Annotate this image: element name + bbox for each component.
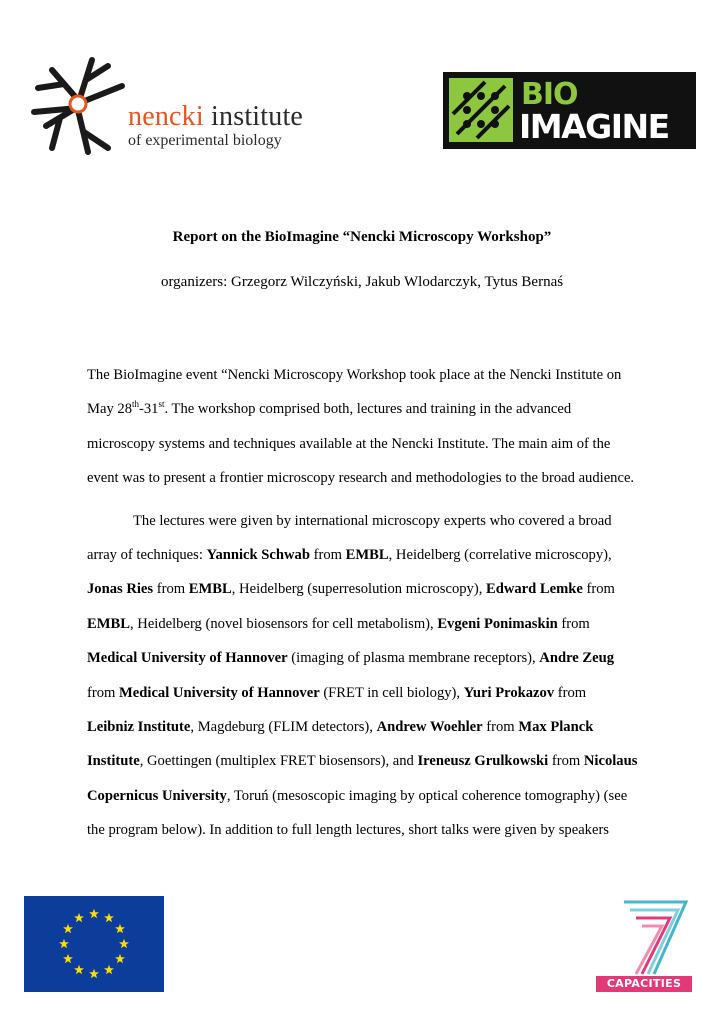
eu-star bbox=[115, 924, 125, 933]
eu-flag-icon bbox=[24, 896, 164, 992]
para2-line: Copernicus University, Toruń (mesoscopic imaging by optical coherence tomography) (see bbox=[87, 787, 628, 804]
fp7-seven-icon bbox=[590, 894, 694, 978]
para2-line: from Medical University of Hannover (FRET in cell biology), Yuri Prokazov from bbox=[87, 684, 587, 701]
nencki-subtitle: of experimental biology bbox=[128, 132, 282, 149]
bioimagine-mark-icon bbox=[449, 78, 513, 142]
para2-line: EMBL, Heidelberg (novel biosensors for cell metabolism), Evgeni Ponimaskin from bbox=[87, 615, 590, 632]
para2-line: Institute, Goettingen (multiplex FRET biosensors), and Ireneusz Grulkowski from Nicolaus bbox=[87, 753, 638, 770]
nencki-name: nencki institute bbox=[128, 101, 304, 132]
report-title: Report on the BioImagine “Nencki Microscopy Workshop” bbox=[172, 229, 552, 245]
para1-line: May 28th-31st. The workshop comprised both, lectures and training in the advanced bbox=[87, 399, 572, 418]
eu-star bbox=[104, 913, 114, 922]
para1-line: microscopy systems and techniques available at the Nencki Institute. The main aim of the bbox=[87, 435, 611, 452]
bioimagine-line1: BIO bbox=[521, 77, 578, 112]
eu-star bbox=[89, 969, 99, 978]
fp7-capacities-logo bbox=[590, 894, 694, 994]
eu-star bbox=[74, 965, 84, 974]
eu-star bbox=[119, 939, 129, 948]
para2-line: the program below). In addition to full length lectures, short talks were given by speakers bbox=[87, 822, 609, 839]
report-body bbox=[87, 365, 647, 854]
nencki-neuron-icon bbox=[30, 52, 130, 168]
para2-line: Leibniz Institute, Magdeburg (FLIM detectors), Andrew Woehler from Max Planck bbox=[87, 718, 594, 735]
para2-line: Jonas Ries from EMBL, Heidelberg (superresolution microscopy), Edward Lemke from bbox=[87, 581, 615, 598]
eu-star bbox=[63, 924, 73, 933]
eu-star bbox=[104, 965, 114, 974]
bioimagine-line2: IMAGINE bbox=[519, 107, 669, 146]
para2-line: Medical University of Hannover (imaging of plasma membrane receptors), Andre Zeug bbox=[87, 650, 615, 667]
eu-star bbox=[59, 939, 69, 948]
eu-star bbox=[89, 909, 99, 918]
para1-line: event was to present a frontier microscopy research and methodologies to the broad audience. bbox=[87, 470, 635, 487]
para1-line: The BioImagine event “Nencki Microscopy Workshop took place at the Nencki Institute on bbox=[87, 367, 622, 383]
eu-star bbox=[74, 913, 84, 922]
fp7-capacities-label: CAPACITIES bbox=[596, 976, 692, 992]
bioimagine-logo bbox=[443, 72, 696, 149]
organizers-line: organizers: Grzegorz Wilczyński, Jakub Wlodarczyk, Tytus Bernaś bbox=[160, 274, 564, 290]
eu-star bbox=[63, 954, 73, 963]
para2-line: array of techniques: Yannick Schwab from EMBL, Heidelberg (correlative microscopy), bbox=[87, 546, 612, 563]
para2-line: The lectures were given by international microscopy experts who covered a broad bbox=[133, 512, 612, 529]
nencki-logo bbox=[30, 52, 304, 168]
eu-star bbox=[115, 954, 125, 963]
